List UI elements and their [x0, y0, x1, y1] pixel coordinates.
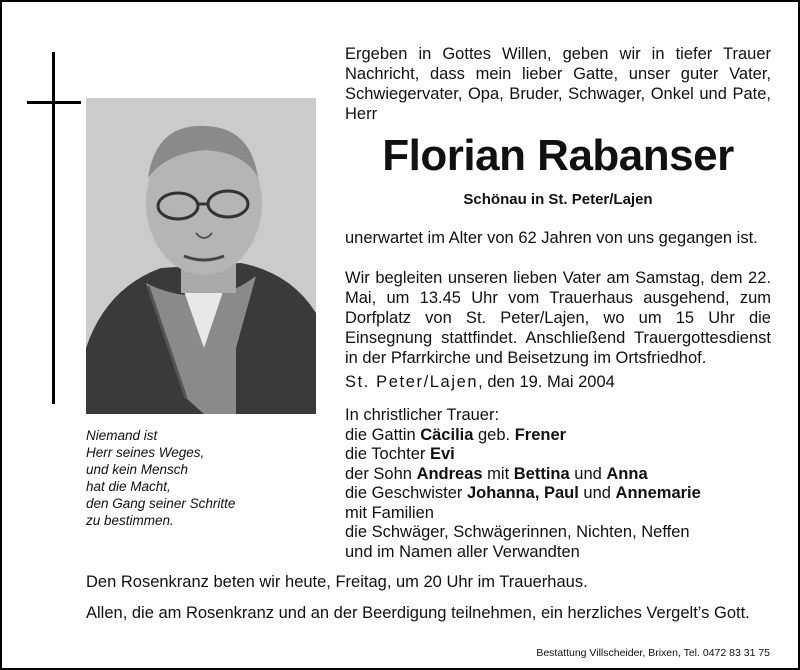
motto-line: den Gang seiner Schritte	[86, 496, 236, 511]
motto-line: Niemand ist	[86, 428, 158, 443]
rosary-text: Den Rosenkranz beten wir heute, Freitag, um 20 Uhr im Trauerhaus.	[86, 573, 588, 591]
mourner-name: Annemarie	[615, 484, 701, 502]
funeral-text: Wir begleiten unseren lieben Vater am Samstag, dem 22. Mai, um 13.45 Uhr vom Trauerhaus ausgehend, zum Dorfplatz von St. Peter/Lajen, wo um 15 Uhr die Einsegnung stattfindet. Anschließend Trauergottesdienst in der Pfarrkirche und Beisetzung im Ortsfriedhof.	[345, 269, 771, 367]
cross-icon-horizontal	[27, 101, 81, 104]
mourner-relation: die Gattin	[345, 425, 421, 444]
mourner-connector: und	[578, 484, 616, 502]
mourner-connector: mit	[482, 464, 514, 483]
mourner-daughter	[345, 445, 775, 465]
funeral-home-footer: Bestattung Villscheider, Brixen, Tel. 0472 83 31 75	[536, 647, 770, 659]
cross-icon-vertical	[52, 52, 55, 404]
mourner-wife	[345, 426, 775, 446]
mourner-name: Johanna, Paul	[466, 484, 579, 502]
motto-verse	[86, 427, 326, 529]
mourner-relatives: und im Namen aller Verwandten	[345, 542, 580, 561]
mourner-siblings	[345, 484, 775, 504]
dateline	[345, 372, 615, 392]
mourner-name: Cäcilia	[420, 425, 474, 444]
mourners-list	[345, 406, 775, 562]
mourners-heading: In christlicher Trauer:	[345, 406, 500, 424]
mourner-relation: die Geschwister	[345, 484, 467, 502]
motto-line: und kein Mensch	[86, 462, 189, 477]
mourner-name: Bettina	[513, 464, 570, 483]
motto-line: Herr seines Weges,	[86, 445, 205, 460]
intro-text: Ergeben in Gottes Willen, geben wir in tiefer Trauer Nachricht, dass mein lieber Gatte, unser guter Vater, Schwiegervater, Opa, Bruder, Schwager, Onkel und Pate, Herr	[345, 45, 771, 123]
thanks-text: Allen, die am Rosenkranz und an der Beerdigung teilnehmen, ein herzliches Vergelt’s Gott.	[86, 604, 750, 622]
mourner-connector: und	[569, 464, 607, 483]
portrait-photo	[86, 98, 316, 414]
age-text: unerwartet im Alter von 62 Jahren von uns gegangen ist.	[345, 229, 758, 247]
mourner-name: Anna	[606, 464, 648, 483]
deceased-place: Schönau in St. Peter/Lajen	[463, 191, 653, 208]
mourner-families: mit Familien	[345, 503, 434, 522]
mourner-name: Evi	[430, 445, 455, 463]
mourner-relation: die Tochter	[345, 445, 430, 463]
portrait-image	[86, 98, 316, 414]
mourner-inlaws: die Schwäger, Schwägerinnen, Nichten, Neffen	[345, 523, 690, 541]
motto-line: zu bestimmen.	[86, 513, 174, 528]
deceased-name: Florian Rabanser	[382, 131, 734, 180]
dateline-place: St. Peter/Lajen	[345, 373, 479, 391]
dateline-date: , den 19. Mai 2004	[478, 373, 615, 391]
motto-line: hat die Macht,	[86, 479, 171, 494]
mourner-connector: geb.	[473, 425, 515, 444]
mourner-name: Andreas	[416, 464, 483, 483]
mourner-relation: der Sohn	[345, 464, 417, 483]
mourner-son	[345, 465, 775, 485]
mourner-name: Frener	[514, 425, 567, 444]
